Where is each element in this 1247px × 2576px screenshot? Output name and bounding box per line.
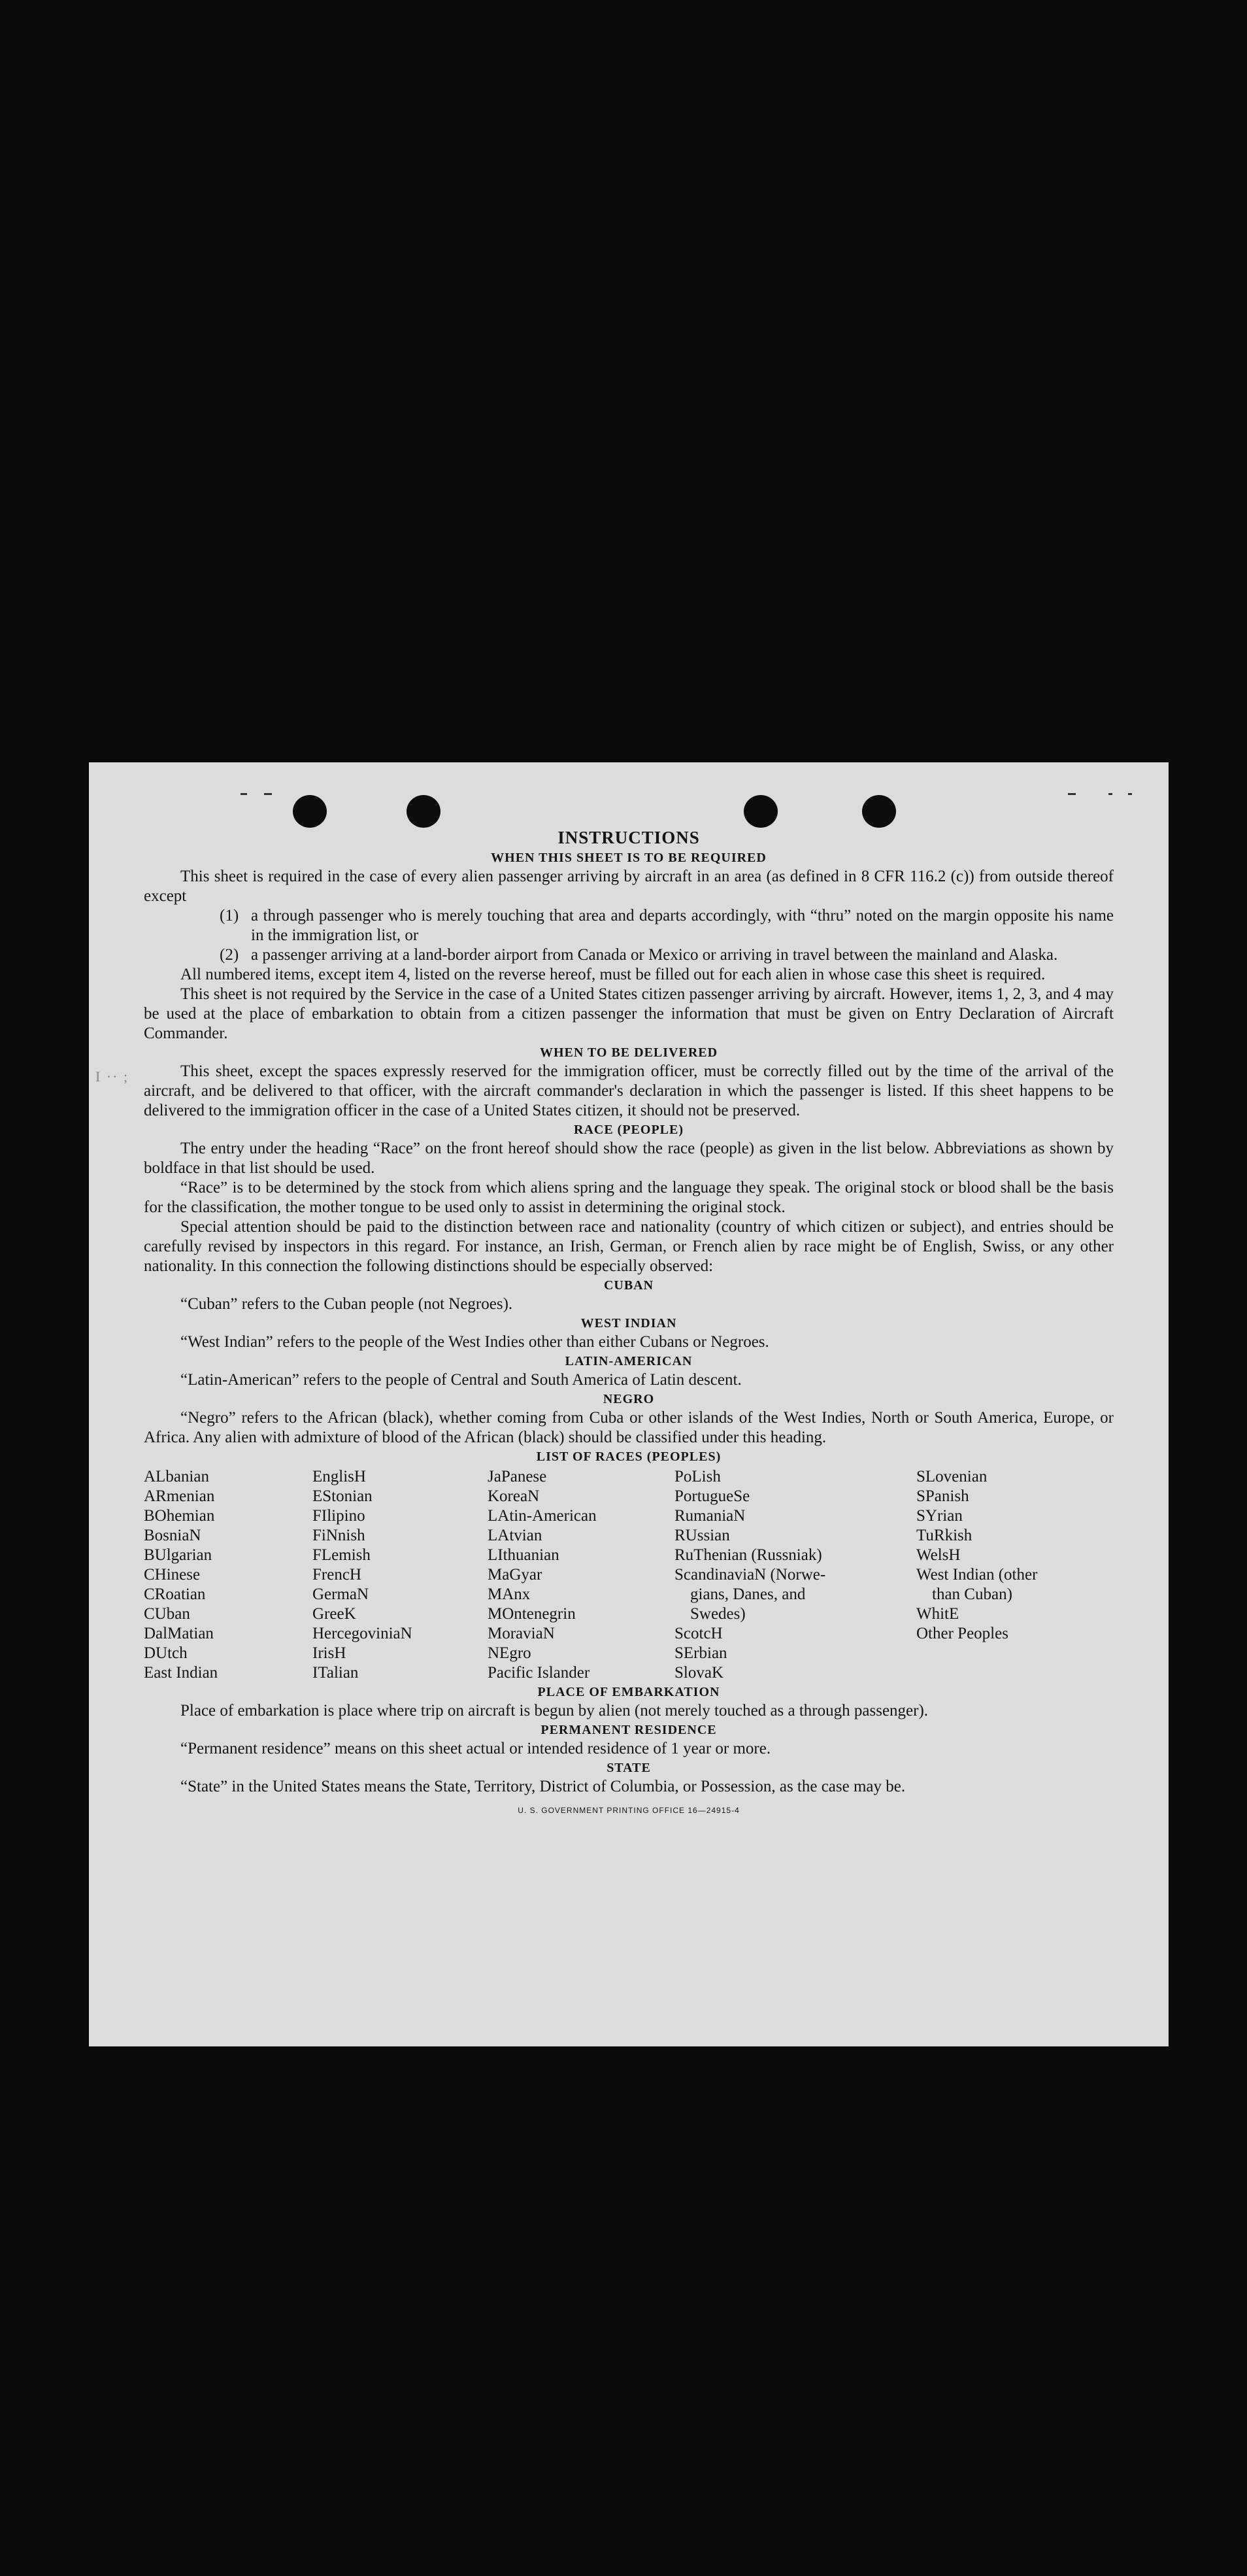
race-entry: EStonian <box>312 1487 373 1505</box>
race-entry: BosniaN <box>144 1527 201 1544</box>
race-entry: CUban <box>144 1605 190 1623</box>
heading-race: RACE (PEOPLE) <box>574 1123 684 1137</box>
race-entry: FiNnish <box>312 1527 365 1544</box>
page-title: INSTRUCTIONS <box>557 828 700 847</box>
race-entry: RUssian <box>674 1527 730 1544</box>
race-entry: GermaN <box>312 1585 369 1603</box>
race-entry: KoreaN <box>488 1487 540 1505</box>
race-entry: SPanish <box>916 1487 969 1505</box>
paragraph: “Permanent residence” means on this sheet actual or intended residence of 1 year or more. <box>180 1740 771 1757</box>
race-list <box>144 1467 1114 1683</box>
heading-place-of-embarkation: PLACE OF EMBARKATION <box>537 1685 720 1699</box>
item-text: a passenger arriving at a land-border airport from Canada or Mexico or arriving in travel between the mainland and Alaska. <box>251 946 1058 964</box>
race-entry: ScandinaviaN (Norwe- <box>674 1566 826 1584</box>
list-item <box>220 906 1114 945</box>
paragraph: This sheet, except the spaces expressly reserved for the immigration officer, must be correctly filled out by the time of the arrival of the aircraft, and be delivered to that officer, with the aircraft commander's declaration in which the passenger is listed. If this sheet happens to be delivered to the immigration officer in the case of a United States citizen, it should not be preserved. <box>144 1062 1114 1119</box>
heading-list-of-races: LIST OF RACES (PEOPLES) <box>536 1449 722 1464</box>
race-entry: Pacific Islander <box>488 1664 590 1682</box>
heading-latin-american: LATIN-AMERICAN <box>565 1354 693 1368</box>
race-entry: HercegoviniaN <box>312 1625 412 1642</box>
race-entry: LIthuanian <box>488 1546 559 1564</box>
heading-when-required: WHEN THIS SHEET IS TO BE REQUIRED <box>491 851 767 865</box>
paragraph: Special attention should be paid to the distinction between race and nationality (country of which citizen or subject), and entries should be carefully revised by inspectors in this regard. For instance, an Irish, German, or French alien by race might be of English, Swiss, or any other nationality. In this connection the following distinctions should be especially observed: <box>144 1218 1114 1275</box>
race-entry: ScotcH <box>674 1625 723 1642</box>
edge-mark <box>1068 793 1076 795</box>
race-entry: SLovenian <box>916 1468 988 1485</box>
heading-when-delivered: WHEN TO BE DELIVERED <box>539 1045 718 1060</box>
paragraph: “Race” is to be determined by the stock from which aliens spring and the language they speak. The original stock or blood shall be the basis for the classification, the mother tongue to be used only to assist in determining the original stock. <box>144 1179 1114 1216</box>
race-entry: SYrian <box>916 1507 963 1525</box>
race-entry: PortugueSe <box>674 1487 750 1505</box>
punch-hole <box>744 795 778 828</box>
heading-permanent-residence: PERMANENT RESIDENCE <box>540 1723 717 1737</box>
race-entry: RuThenian (Russniak) <box>674 1546 822 1564</box>
race-entry: DalMatian <box>144 1625 214 1642</box>
race-entry: ARmenian <box>144 1487 215 1505</box>
race-entry: Other Peoples <box>916 1625 1008 1642</box>
list-item <box>220 945 1114 965</box>
race-column <box>674 1467 916 1683</box>
edge-mark <box>241 793 247 795</box>
race-entry: CHinese <box>144 1566 201 1584</box>
paragraph: This sheet is required in the case of every alien passenger arriving by aircraft in an area (as defined in 8 CFR 116.2 (c)) from outside thereof except <box>144 868 1114 905</box>
race-entry: LAtvian <box>488 1527 542 1544</box>
race-entry: Swedes) <box>690 1605 746 1623</box>
race-entry: than Cuban) <box>932 1585 1012 1603</box>
race-entry: NEgro <box>488 1644 531 1662</box>
race-column <box>312 1467 488 1683</box>
item-number: (2) <box>220 946 239 964</box>
race-entry: gians, Danes, and <box>690 1585 806 1603</box>
race-entry: BUlgarian <box>144 1546 212 1564</box>
paragraph: “Negro” refers to the African (black), whether coming from Cuba or other islands of the West Indies, North or South America, Europe, or Africa. Any alien with admixture of blood of the African (black) should be classified under this heading. <box>144 1409 1114 1446</box>
race-entry: WhitE <box>916 1605 959 1623</box>
paragraph: The entry under the heading “Race” on the front hereof should show the race (people) as given in the list below. Abbreviations as shown by boldface in that list should be used. <box>144 1140 1114 1177</box>
race-entry: MOntenegrin <box>488 1605 576 1623</box>
race-entry: IrisH <box>312 1644 346 1662</box>
paragraph: Place of embarkation is place where trip on aircraft is begun by alien (not merely touched as a through passenger). <box>180 1702 929 1720</box>
item-number: (1) <box>220 907 239 924</box>
edge-mark <box>1108 793 1112 795</box>
heading-cuban: CUBAN <box>603 1278 654 1293</box>
race-entry: BOhemian <box>144 1507 215 1525</box>
race-entry: PoLish <box>674 1468 721 1485</box>
race-entry: WelsH <box>916 1546 961 1564</box>
race-entry: TuRkish <box>916 1527 973 1544</box>
edge-mark <box>264 793 272 795</box>
race-entry: DUtch <box>144 1644 188 1662</box>
race-entry: JaPanese <box>488 1468 547 1485</box>
race-entry: RumaniaN <box>674 1507 746 1525</box>
race-entry: EnglisH <box>312 1468 366 1485</box>
race-entry: MoraviaN <box>488 1625 555 1642</box>
race-entry: ALbanian <box>144 1468 209 1485</box>
punch-hole <box>293 795 327 828</box>
race-entry: MaGyar <box>488 1566 542 1584</box>
punch-hole <box>407 795 441 828</box>
paragraph: “Latin-American” refers to the people of Central and South America of Latin descent. <box>180 1371 742 1389</box>
race-entry: CRoatian <box>144 1585 206 1603</box>
heading-state: STATE <box>607 1761 651 1775</box>
printer-imprint: U. S. GOVERNMENT PRINTING OFFICE 16—24915-4 <box>518 1806 740 1815</box>
race-entry: SErbian <box>674 1644 727 1662</box>
instructions-body <box>144 828 1114 1820</box>
item-text: a through passenger who is merely touching that area and departs accordingly, with “thru” noted on the margin opposite his name in the immigration list, or <box>251 907 1114 944</box>
race-entry: SlovaK <box>674 1664 723 1682</box>
heading-west-indian: WEST INDIAN <box>580 1316 677 1330</box>
race-entry: West Indian (other <box>916 1566 1038 1584</box>
race-entry: FrencH <box>312 1566 361 1584</box>
paragraph: “State” in the United States means the State, Territory, District of Columbia, or Possession, as the case may be. <box>180 1778 906 1795</box>
race-column <box>916 1467 1114 1683</box>
race-entry: MAnx <box>488 1585 531 1603</box>
paragraph: This sheet is not required by the Service in the case of a United States citizen passenger arriving by aircraft. However, items 1, 2, 3, and 4 may be used at the place of embarkation to obtain from a citizen passenger the information that must be given on Entry Declaration of Aircraft Commander. <box>144 985 1114 1042</box>
race-column <box>488 1467 674 1683</box>
race-entry: ITalian <box>312 1664 359 1682</box>
race-entry: LAtin-American <box>488 1507 597 1525</box>
paragraph: All numbered items, except item 4, listed on the reverse hereof, must be filled out for each alien in whose case this sheet is required. <box>180 966 1046 983</box>
race-entry: GreeK <box>312 1605 356 1623</box>
race-entry: East Indian <box>144 1664 218 1682</box>
paragraph: “West Indian” refers to the people of the West Indies other than either Cubans or Negroes. <box>180 1333 769 1351</box>
race-column <box>144 1467 312 1683</box>
edge-mark <box>1128 793 1132 795</box>
race-entry: FLemish <box>312 1546 371 1564</box>
punch-hole <box>862 795 896 828</box>
race-entry: FIlipino <box>312 1507 365 1525</box>
margin-stamp: I ·· ; <box>95 1068 129 1085</box>
heading-negro: NEGRO <box>603 1392 655 1406</box>
paragraph: “Cuban” refers to the Cuban people (not Negroes). <box>180 1295 513 1313</box>
instruction-sheet <box>89 762 1169 2046</box>
